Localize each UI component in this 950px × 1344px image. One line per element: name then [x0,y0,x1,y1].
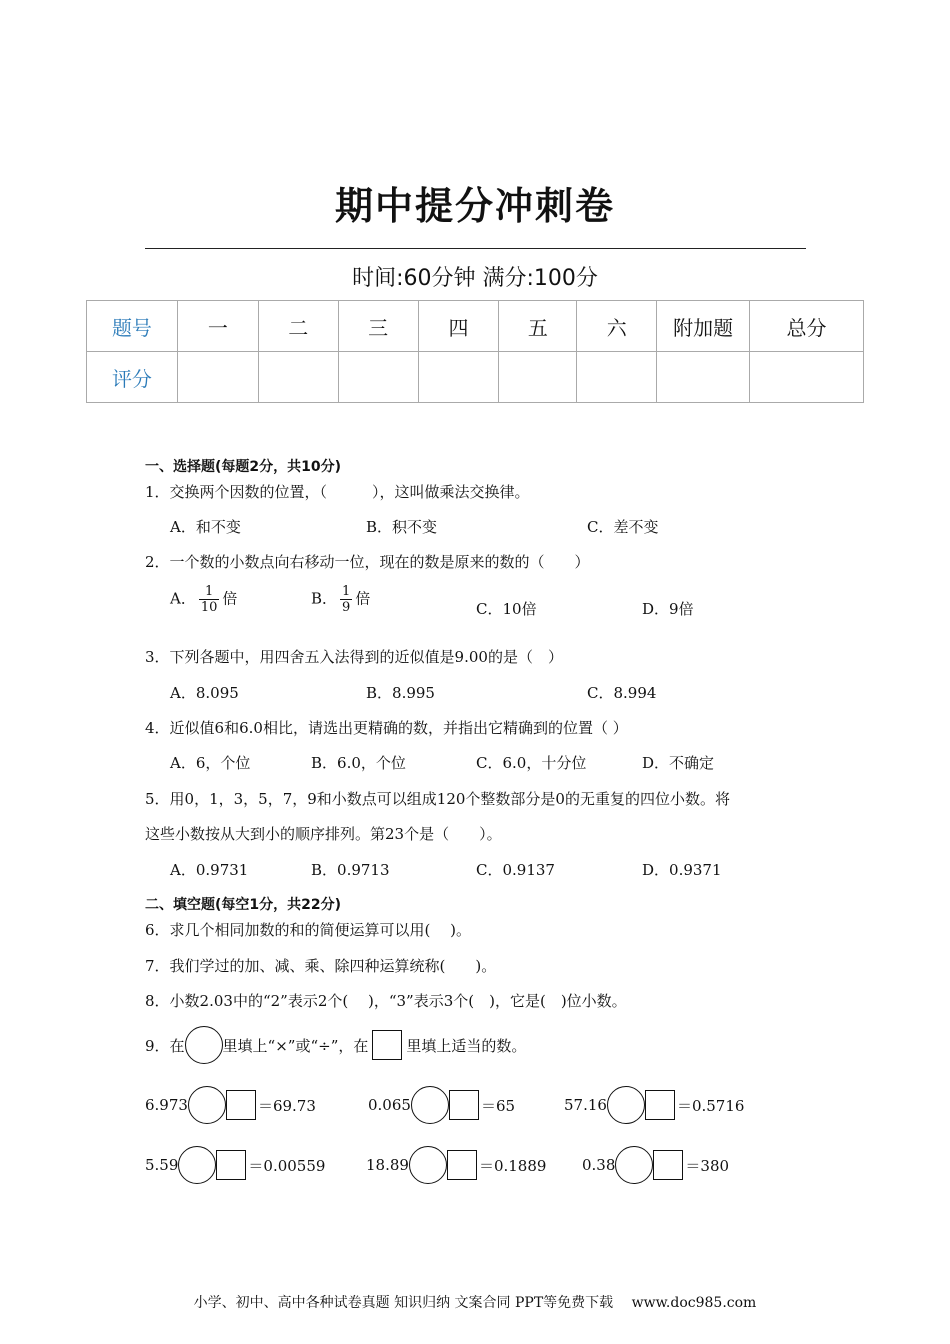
expression-4: 5.59 ＝0.00559 [145,1146,325,1184]
number-box[interactable] [447,1150,477,1180]
q1-option-a: A．和不变 [170,518,241,536]
q4-option-a: A．6，个位 [170,754,251,772]
score-cell[interactable] [338,352,418,403]
expression-1: 6.973 ＝69.73 [145,1086,316,1124]
operator-circle[interactable] [607,1086,645,1124]
q4-option-d: D．不确定 [642,754,715,772]
number-box[interactable] [653,1150,683,1180]
score-cell[interactable] [499,352,577,403]
q2-option-c: C．10倍 [476,600,537,618]
q3-option-a: A．8.095 [170,684,239,702]
page-title: 期中提分冲刺卷 [334,184,615,228]
q2-option-b: B． $\frac{1}{9}$ 倍 [311,584,371,615]
q2-option-a-prefix: A． [170,589,196,608]
q4-option-b: B．6.0，个位 [311,754,406,772]
operator-circle[interactable] [188,1086,226,1124]
number-box[interactable] [645,1090,675,1120]
section-1-heading: 一、选择题(每题2分，共10分) [145,459,342,475]
expression-2: 0.065 ＝65 [368,1086,515,1124]
header-cell-question-number: 题号 [87,301,178,352]
q2-option-d: D．9倍 [642,600,694,618]
operator-circle [185,1026,223,1064]
q2-option-a: A． $\frac{1}{10}$ 倍 [170,584,238,615]
section-2-heading: 二、填空题(每空1分，共22分) [145,897,342,913]
question-7: 7．我们学过的加、减、乘、除四种运算统称( )。 [145,957,497,975]
header-cell-6: 六 [577,301,657,352]
question-9: 9．在 里填上“×”或“÷”，在 里填上适当的数。 [145,1026,526,1064]
exam-info: 时间:60分钟 满分:100分 [352,266,598,291]
question-2: 2．一个数的小数点向右移动一位，现在的数是原来的数的（ ） [145,553,590,571]
q4-option-c: C．6.0，十分位 [476,754,587,772]
operator-circle[interactable] [615,1146,653,1184]
q3-option-c: C．8.994 [587,684,657,702]
expression-6: 0.38 ＝380 [582,1146,729,1184]
score-cell[interactable] [258,352,338,403]
q3-option-b: B．8.995 [366,684,435,702]
score-table-header-row [87,301,864,352]
expression-5: 18.89 ＝0.1889 [366,1146,546,1184]
operator-circle[interactable] [411,1086,449,1124]
question-1: 1．交换两个因数的位置，（ ），这叫做乘法交换律。 [145,483,530,501]
score-cell[interactable] [750,352,864,403]
q1-option-b: B．积不变 [366,518,438,536]
header-cell-1: 一 [177,301,258,352]
expression-3: 57.16 ＝0.5716 [564,1086,744,1124]
q5-option-a: A．0.9731 [170,861,249,879]
header-cell-2: 二 [258,301,338,352]
title-divider [145,248,806,249]
header-cell-3: 三 [338,301,418,352]
number-box[interactable] [226,1090,256,1120]
fraction: $\frac{1}{9}$ [342,584,351,615]
question-5-line-1: 5．用0，1，3，5，7，9和小数点可以组成120个整数部分是0的无重复的四位小数。将 [145,790,730,808]
header-cell-bonus: 附加题 [657,301,750,352]
q5-option-d: D．0.9371 [642,861,722,879]
score-row-label: 评分 [87,352,178,403]
score-table-score-row [87,352,864,403]
number-box[interactable] [449,1090,479,1120]
question-8: 8．小数2.03中的“2”表示2个( )，“3”表示3个( )，它是( )位小数。 [145,992,627,1010]
question-3: 3．下列各题中，用四舍五入法得到的近似值是9.00的是（ ） [145,648,563,666]
q5-option-b: B．0.9713 [311,861,390,879]
header-cell-4: 四 [418,301,499,352]
question-6: 6．求几个相同加数的和的简便运算可以用( )。 [145,921,472,939]
q1-option-c: C．差不变 [587,518,659,536]
header-cell-total: 总分 [750,301,864,352]
question-5-line-2: 这些小数按从大到小的顺序排列。第23个是（ ）。 [145,825,502,843]
question-4: 4．近似值6和6.0相比，请选出更精确的数，并指出它精确到的位置（ ） [145,719,628,737]
q5-option-c: C．0.9137 [476,861,555,879]
footer-text: 小学、初中、高中各种试卷真题 知识归纳 文案合同 PPT等免费下载 www.doc985.com [193,1295,757,1311]
header-cell-5: 五 [499,301,577,352]
number-box[interactable] [216,1150,246,1180]
operator-circle[interactable] [178,1146,216,1184]
score-cell[interactable] [418,352,499,403]
operator-circle[interactable] [409,1146,447,1184]
score-cell[interactable] [177,352,258,403]
q2-option-b-prefix: B． [311,589,338,608]
score-cell[interactable] [657,352,750,403]
score-cell[interactable] [577,352,657,403]
fraction: $\frac{1}{10}$ [200,584,218,615]
score-table [86,300,864,403]
number-box [372,1030,402,1060]
